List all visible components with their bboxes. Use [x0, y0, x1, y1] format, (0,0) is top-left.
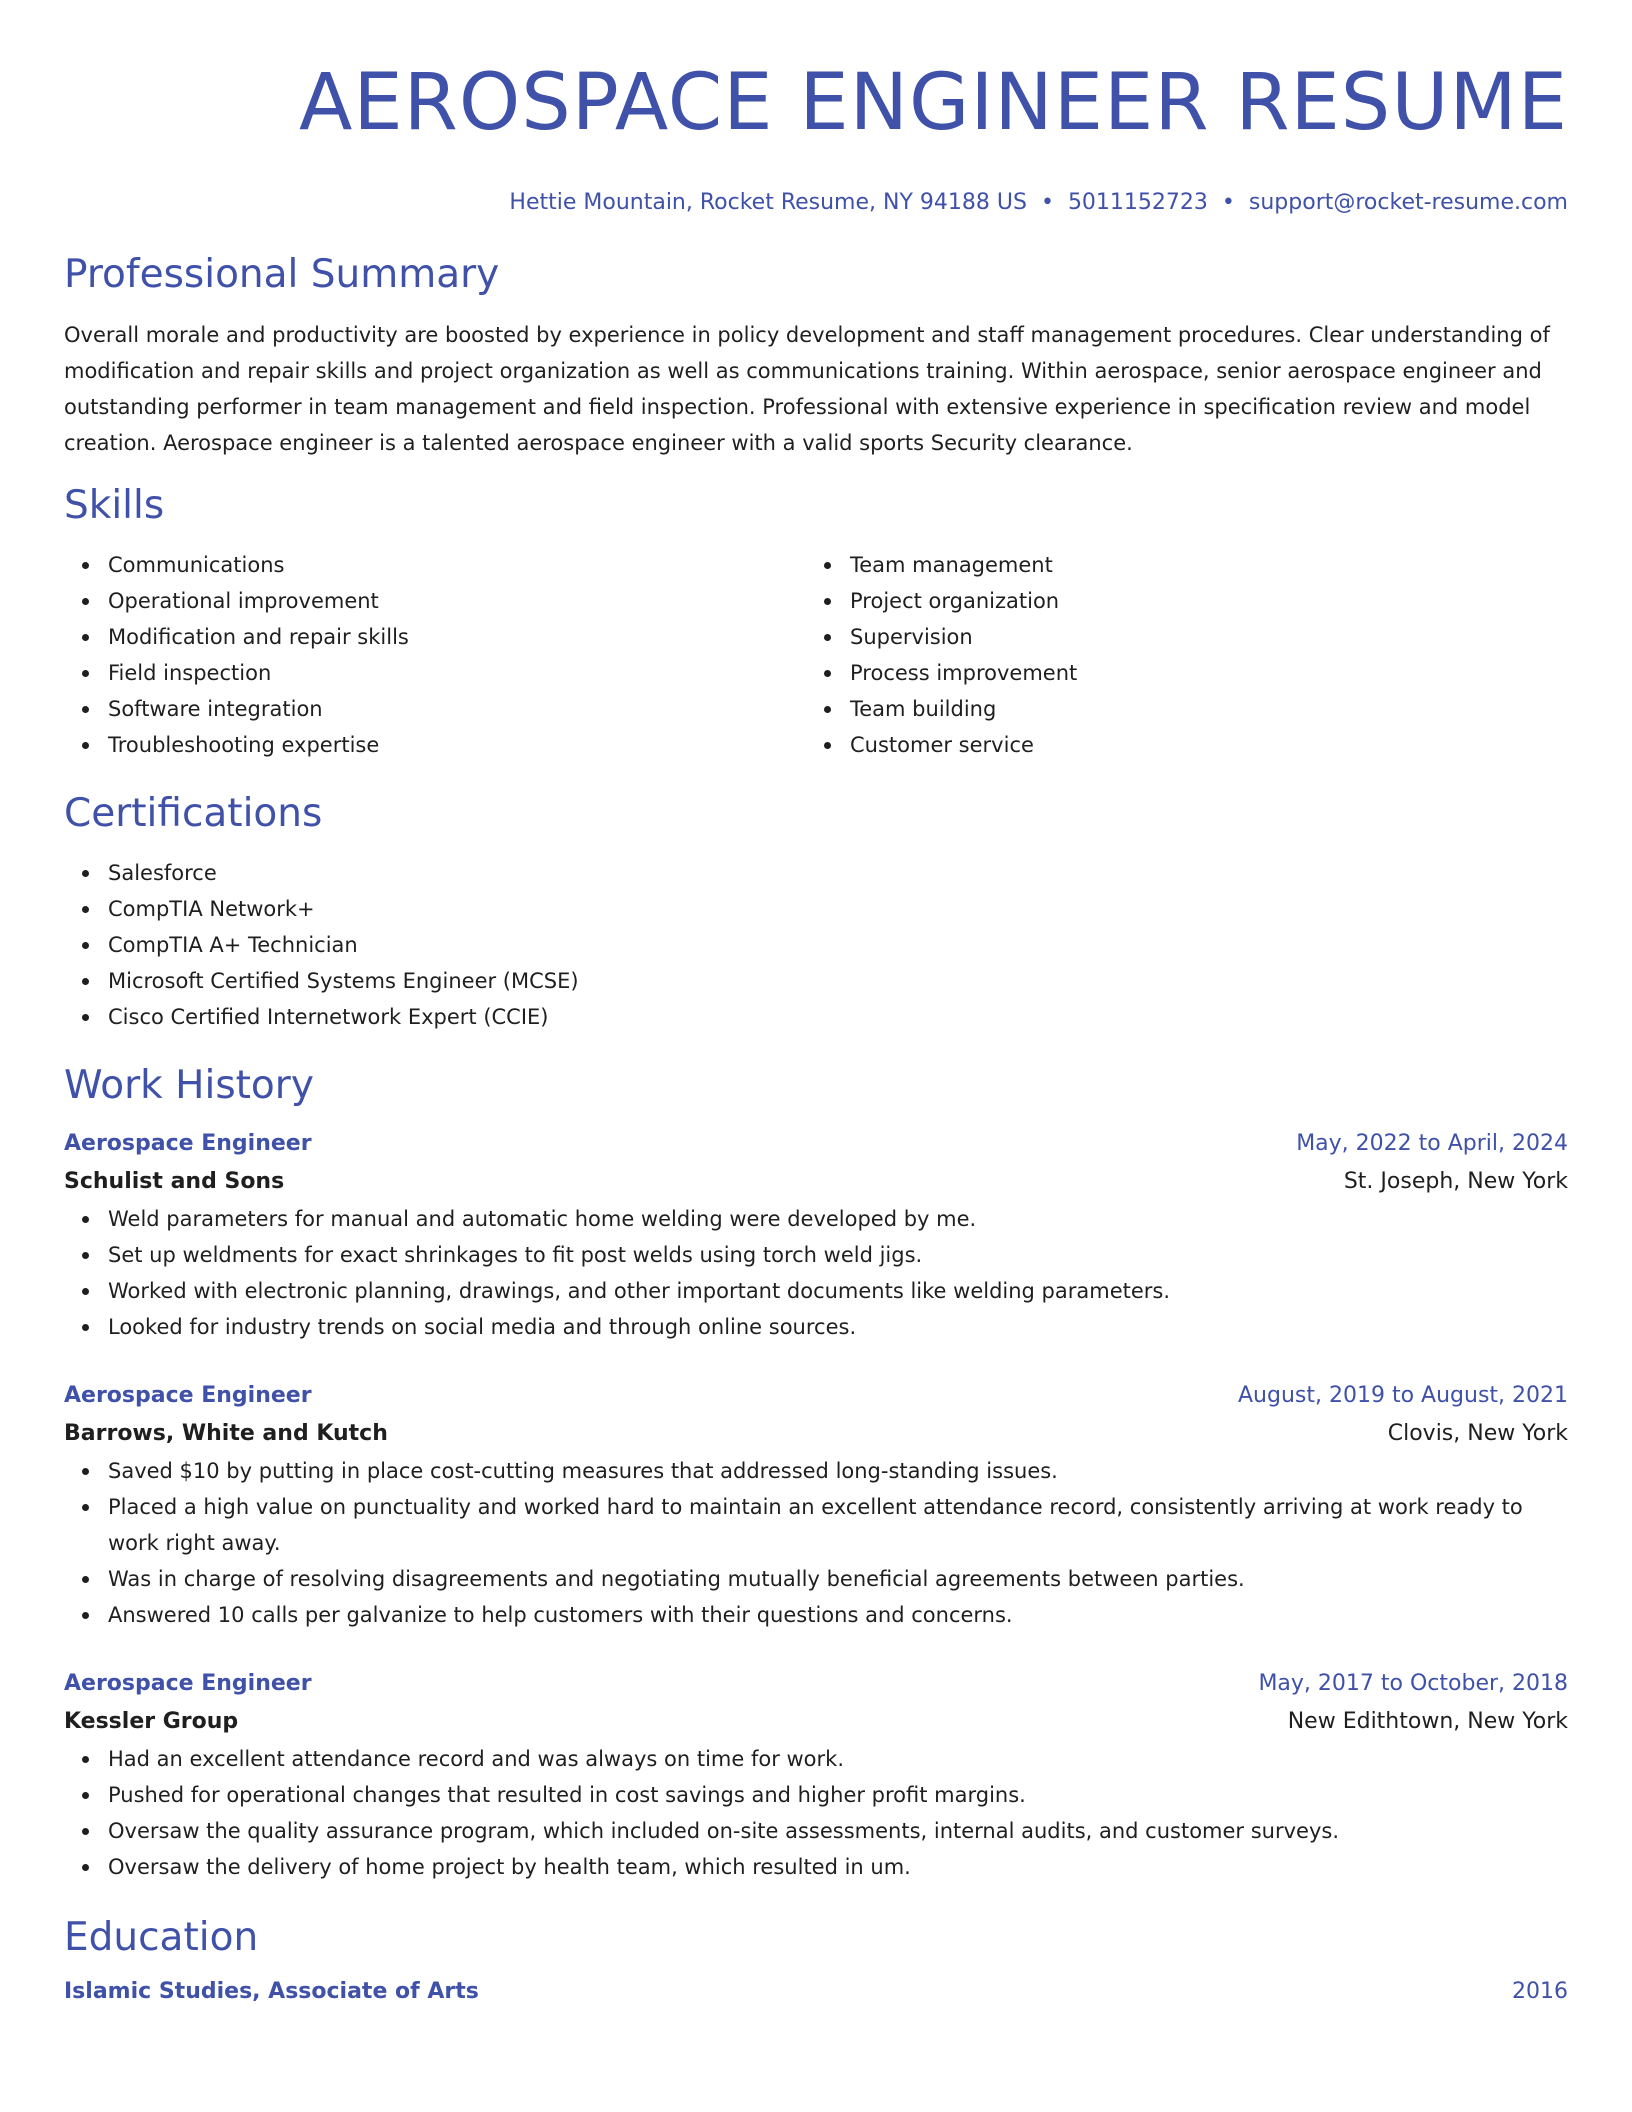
- work-history-heading: Work History: [64, 1063, 314, 1108]
- skill-item: Project organization: [850, 583, 1548, 619]
- job-title: Aerospace Engineer: [64, 1131, 312, 1156]
- job-bullet: Had an excellent attendance record and was always on time for work.: [108, 1741, 1568, 1777]
- skill-item: Team management: [850, 547, 1548, 583]
- contact-address: Hettie Mountain, Rocket Resume, NY 94188 US: [509, 190, 1027, 215]
- certification-item: Salesforce: [108, 855, 1568, 891]
- job-bullet: Weld parameters for manual and automatic home welding were developed by me.: [108, 1201, 1568, 1237]
- certification-item: Microsoft Certified Systems Engineer (MCSE): [108, 963, 1568, 999]
- job-company: Kessler Group: [64, 1709, 239, 1734]
- job-entry: [64, 1125, 1568, 1345]
- job-dates: August, 2019 to August, 2021: [1238, 1383, 1568, 1408]
- certifications-section: [64, 789, 1568, 1035]
- job-bullet: Saved $10 by putting in place cost-cutting measures that addressed long-standing issues.: [108, 1453, 1568, 1489]
- summary-heading: Professional Summary: [64, 252, 500, 297]
- certification-item: CompTIA Network+: [108, 891, 1568, 927]
- contact-separator: •: [1040, 190, 1054, 215]
- education-year: 2016: [1512, 1979, 1568, 2004]
- certifications-heading: Certifications: [64, 791, 323, 836]
- job-dates: May, 2017 to October, 2018: [1258, 1671, 1568, 1696]
- certification-item: Cisco Certified Internetwork Expert (CCIE): [108, 999, 1568, 1035]
- job-entry: [64, 1377, 1568, 1633]
- skill-item: Modification and repair skills: [108, 619, 806, 655]
- skill-item: Operational improvement: [108, 583, 806, 619]
- job-bullet: Worked with electronic planning, drawings, and other important documents like welding parameters.: [108, 1273, 1568, 1309]
- summary-text: Overall morale and productivity are boosted by experience in policy development and staff management procedures. Clear understanding of modification and repair skills and project organization as well as communications training. Within aerospace, senior aerospace engineer and outstanding performer in team management and field inspection. Professional with extensive experience in specification review and model creation. Aerospace engineer is a talented aerospace engineer with a valid sports Security clearance.: [64, 323, 1550, 455]
- skill-item: Communications: [108, 547, 806, 583]
- job-company: Schulist and Sons: [64, 1169, 285, 1194]
- job-dates: May, 2022 to April, 2024: [1296, 1131, 1568, 1156]
- education-degree: Islamic Studies, Associate of Arts: [64, 1979, 479, 2004]
- contact-line: [64, 188, 1568, 218]
- job-title: Aerospace Engineer: [64, 1383, 312, 1408]
- contact-phone: 5011152723: [1067, 190, 1208, 215]
- job-bullet: Looked for industry trends on social media and through online sources.: [108, 1309, 1568, 1345]
- skill-item: Supervision: [850, 619, 1548, 655]
- work-history-section: [64, 1061, 1568, 1885]
- education-heading: Education: [64, 1915, 259, 1960]
- job-location: St. Joseph, New York: [1343, 1169, 1568, 1194]
- skills-column-right: [806, 547, 1548, 763]
- skill-item: Customer service: [850, 727, 1548, 763]
- job-bullet: Answered 10 calls per galvanize to help customers with their questions and concerns.: [108, 1597, 1568, 1633]
- skills-section: [64, 481, 1568, 763]
- job-company: Barrows, White and Kutch: [64, 1421, 388, 1446]
- job-bullet: Placed a high value on punctuality and worked hard to maintain an excellent attendance record, consistently arriving at work ready to work right away.: [108, 1489, 1568, 1561]
- job-bullet: Oversaw the quality assurance program, which included on-site assessments, internal audits, and customer surveys.: [108, 1813, 1568, 1849]
- job-title: Aerospace Engineer: [64, 1671, 312, 1696]
- education-section: [64, 1913, 1568, 2011]
- skill-item: Team building: [850, 691, 1548, 727]
- resume-page: [64, 0, 1568, 2011]
- skill-item: Process improvement: [850, 655, 1548, 691]
- resume-title: AEROSPACE ENGINEER RESUME: [299, 58, 1568, 148]
- skill-item: Software integration: [108, 691, 806, 727]
- certification-item: CompTIA A+ Technician: [108, 927, 1568, 963]
- skill-item: Field inspection: [108, 655, 806, 691]
- contact-email: support@rocket-resume.com: [1248, 190, 1568, 215]
- job-bullet: Pushed for operational changes that resulted in cost savings and higher profit margins.: [108, 1777, 1568, 1813]
- skills-grid: [64, 547, 1568, 763]
- skills-heading: Skills: [64, 483, 165, 528]
- skill-item: Troubleshooting expertise: [108, 727, 806, 763]
- skills-column-left: [64, 547, 806, 763]
- job-location: New Edithtown, New York: [1287, 1709, 1568, 1734]
- contact-separator: •: [1221, 190, 1235, 215]
- job-bullet: Oversaw the delivery of home project by health team, which resulted in um.: [108, 1849, 1568, 1885]
- job-entry: [64, 1665, 1568, 1885]
- job-bullet: Set up weldments for exact shrinkages to fit post welds using torch weld jigs.: [108, 1237, 1568, 1273]
- job-location: Clovis, New York: [1387, 1421, 1568, 1446]
- summary-section: [64, 250, 1568, 461]
- job-bullet: Was in charge of resolving disagreements and negotiating mutually beneficial agreements between parties.: [108, 1561, 1568, 1597]
